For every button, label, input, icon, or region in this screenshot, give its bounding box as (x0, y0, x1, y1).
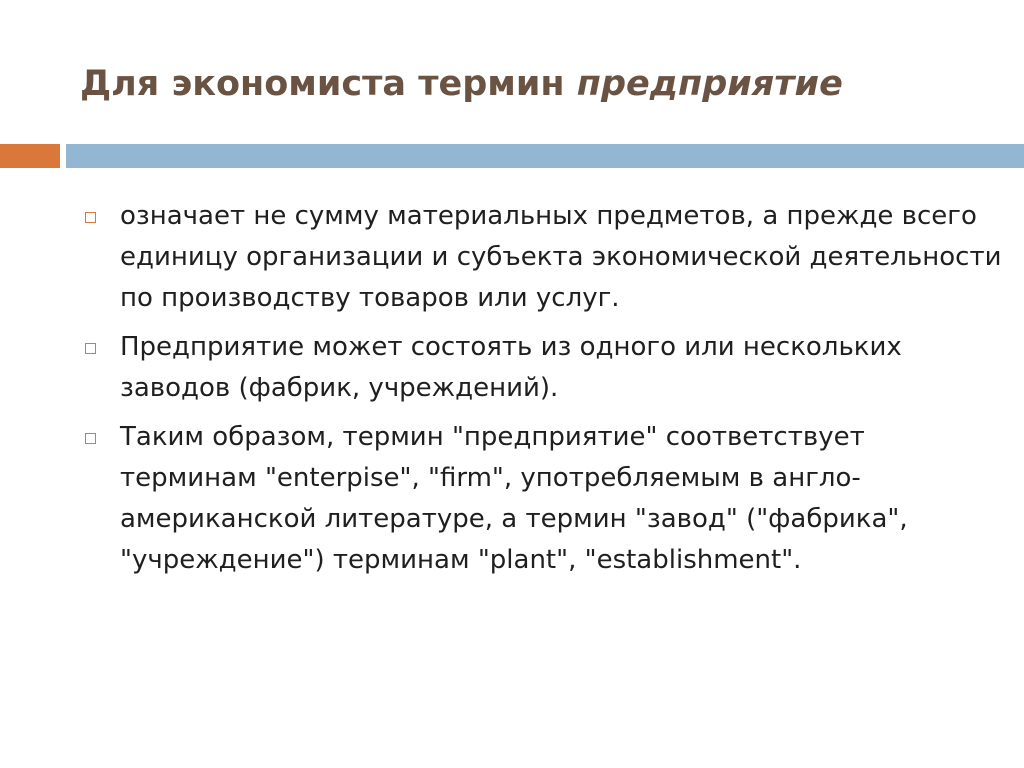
title-divider-bar (66, 144, 1024, 168)
bullet-list (82, 196, 1002, 589)
bullet-item (82, 327, 1002, 409)
bullet-item (82, 196, 1002, 319)
bullet-text: Таким образом, термин "предприятие" соответствует терминам "enterpise", "firm", употребляемым в англо-американской литературе, а термин "завод" ("фабрика", "учреждение") терминам "plant", "establishment". (120, 422, 908, 575)
slide-title (80, 56, 980, 112)
square-bullet-icon (85, 433, 96, 444)
bullet-text: означает не сумму материальных предметов, а прежде всего единицу организации и субъекта экономической деятельности по производству товаров или услуг. (120, 201, 1002, 313)
title-accent-bar (0, 144, 60, 168)
bullet-item (82, 417, 1002, 581)
square-bullet-icon (85, 343, 96, 354)
square-bullet-icon (85, 212, 96, 223)
title-italic-text: предприятие (576, 64, 843, 104)
title-regular-text: Для экономиста термин (80, 64, 577, 104)
bullet-text: Предприятие может состоять из одного или нескольких заводов (фабрик, учреждений). (120, 332, 902, 403)
